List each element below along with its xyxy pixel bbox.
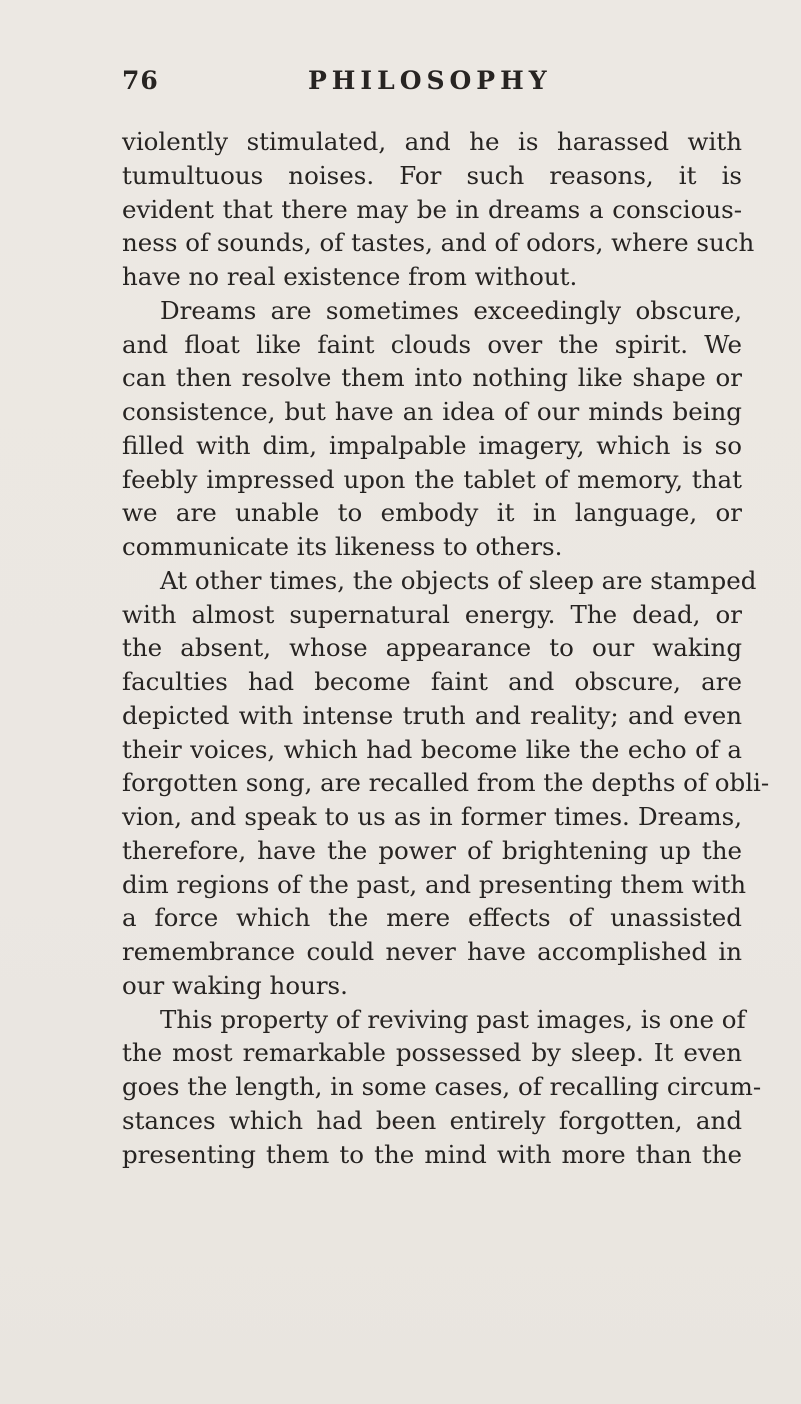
- text-line: communicate its likeness to others.: [122, 532, 563, 561]
- text-line: a force which the mere effects of unassisted: [122, 903, 742, 933]
- text-line: have no real existence from without.: [122, 262, 578, 291]
- text-line: dim regions of the past, and presenting them with: [122, 869, 747, 899]
- text-line: vion, and speak to us as in former times. Dreams,: [122, 802, 742, 831]
- text-line: feebly impressed upon the tablet of memory, that: [122, 464, 742, 494]
- text-line: ness of sounds, of tastes, and of odors, where such: [122, 228, 755, 258]
- running-head: PHILOSOPHY: [308, 66, 552, 95]
- text-line: can then resolve them into nothing like shape or: [122, 363, 742, 393]
- text-line: therefore, have the power of brightening up the: [122, 835, 742, 865]
- text-line: At other times, the objects of sleep are stamped: [160, 565, 757, 595]
- text-line: their voices, which had become like the echo of a: [122, 734, 742, 764]
- text-line: forgotten song, are recalled from the depths of obli-: [122, 768, 770, 798]
- page-number: 76: [122, 66, 159, 95]
- text-line: filled with dim, impalpable imagery, which is so: [122, 430, 742, 460]
- text-line: evident that there may be in dreams a conscious-: [122, 194, 742, 224]
- text-line: our waking hours.: [122, 970, 348, 1000]
- text-line: the absent, whose appearance to our waking: [122, 633, 742, 663]
- text-line: depicted with intense truth and reality; and even: [122, 700, 742, 730]
- text-line: tumultuous noises. For such reasons, it is: [122, 160, 742, 190]
- text-line: Dreams are sometimes exceedingly obscure,: [160, 295, 742, 325]
- text-line: remembrance could never have accomplished in: [122, 937, 742, 966]
- text-line: violently stimulated, and he is harassed with: [122, 127, 742, 156]
- body-text: [122, 125, 770, 1171]
- text-line: with almost supernatural energy. The dead, or: [122, 599, 742, 629]
- text-line: the most remarkable possessed by sleep. It even: [122, 1038, 742, 1068]
- text-line: faculties had become faint and obscure, are: [122, 667, 742, 696]
- text-line: and float like faint clouds over the spirit. We: [122, 329, 742, 359]
- text-line: stances which had been entirely forgotten, and: [122, 1105, 742, 1135]
- text-line: goes the length, in some cases, of recalling circum-: [122, 1072, 762, 1101]
- text-line: consistence, but have an idea of our minds being: [122, 397, 742, 426]
- text-line: presenting them to the mind with more than the: [122, 1139, 742, 1169]
- page-header: [122, 66, 742, 106]
- text-line: we are unable to embody it in language, or: [122, 498, 742, 528]
- text-line: This property of reviving past images, is one of: [160, 1004, 746, 1034]
